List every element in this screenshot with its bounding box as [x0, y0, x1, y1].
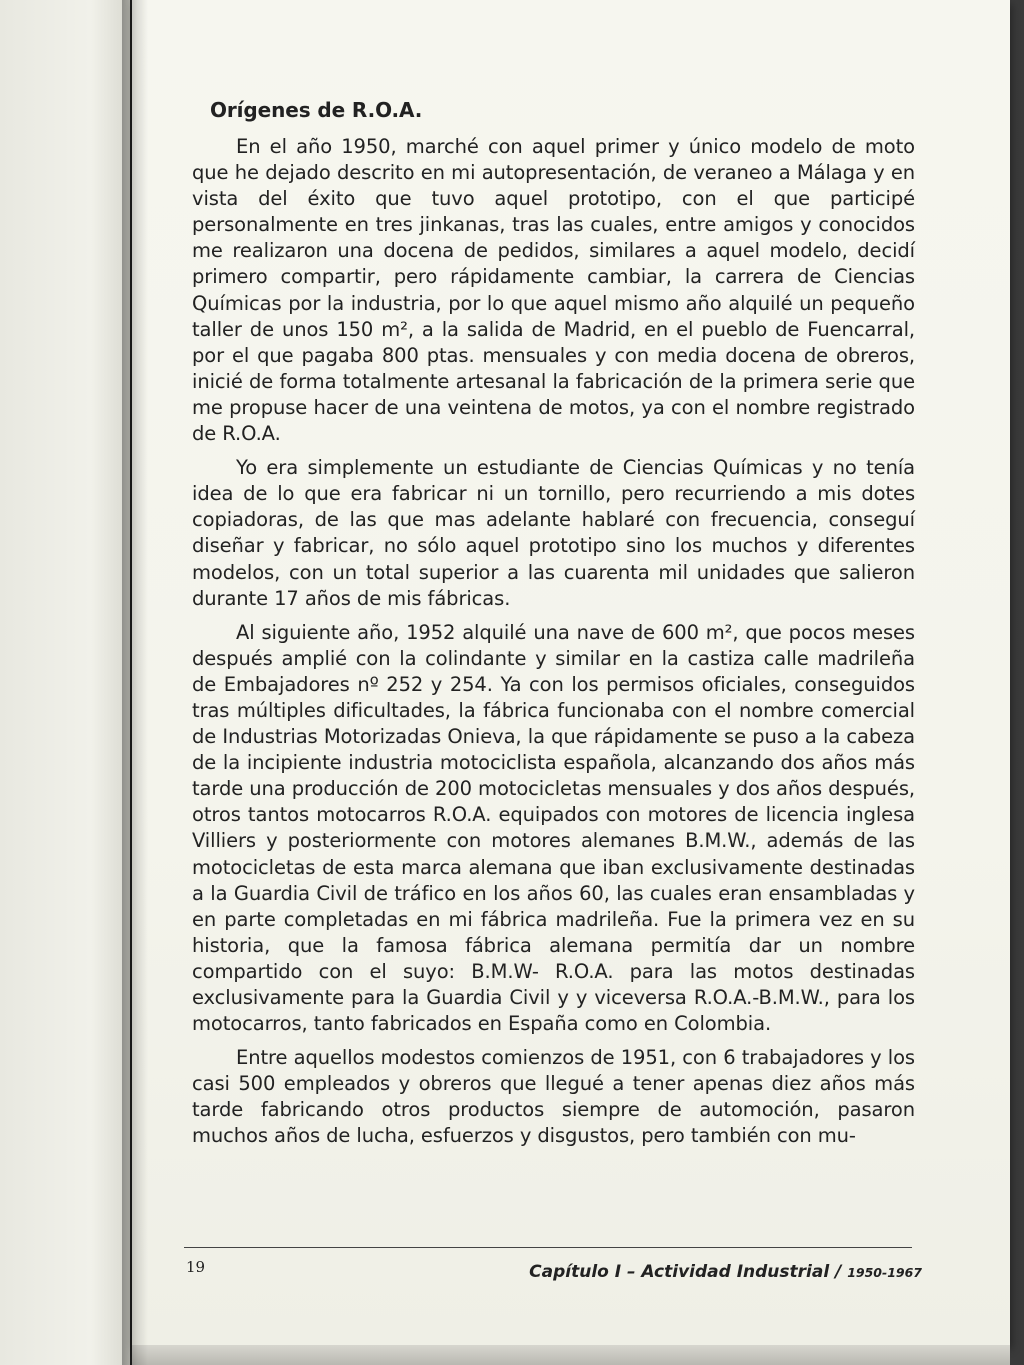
paragraph-1: En el año 1950, marché con aquel primer y único modelo de moto que he dejado descrito en mi autopresentación, de veraneo a Málaga y en vista del éxito que tuvo aquel prototipo, con el que participé personalmente en tres jinkanas, tras las cuales, entre amigos y conocidos me realizaron una docena de pedidos, similares a aquel modelo, decidí primero compartir, pero rápidamente cambiar, la carrera de Ciencias Químicas por la industria, por lo que aquel mismo año alquilé un pequeño taller de unos 150 m², a la salida de Madrid, en el pueblo de Fuencarral, por el que pagaba 800 ptas. mensuales y con media docena de obreros, inicié de forma totalmente artesanal la fabricación de la primera serie que me propuse hacer de una veintena de motos, ya con el nombre registrado de R.O.A. [192, 135, 915, 446]
paragraph-2: Yo era simplemente un estudiante de Ciencias Químicas y no tenía idea de lo que era fabricar ni un tornillo, pero recurriendo a mis dotes copiadoras, de las que mas adelante hablaré con frecuencia, conseguí diseñar y fabricar, no sólo aquel prototipo sino los muchos y diferentes modelos, con un total superior a las cuarenta mil unidades que salieron durante 17 años de mis fábricas. [192, 456, 915, 610]
page-number: 19 [186, 1258, 206, 1276]
book-page [132, 0, 1010, 1345]
book-gutter-shadow [122, 0, 148, 1365]
footer-divider [184, 1247, 912, 1248]
paragraph-3: Al siguiente año, 1952 alquilé una nave de 600 m², que pocos meses después amplié con la colindante y similar en la castiza calle madrileña de Embajadores nº 252 y 254. Ya con los permisos oficiales, conseguidos tras múltiples dificultades, la fábrica funcionaba con el nombre comercial de Industrias Motorizadas Onieva, la que rápidamente se puso a la cabeza de la incipiente industria motociclista española, alcanzando dos años más tarde una producción de 200 motocicletas mensuales y dos años después, otros tantos motocarros R.O.A. equipados con motores de licencia inglesa Villiers y posteriormente con motores alemanes B.M.W., además de las motocicletas de esta marca alemana que iban exclusivamente destinadas a la Guardia Civil de tráfico en los años 60, las cuales eran ensambladas y en parte completadas en mi fábrica madrileña. Fue la primera vez en su historia, que la famosa fábrica alemana permitía dar un nombre compartido con el suyo: B.M.W- R.O.A. para las motos destinadas exclusivamente para la Guardia Civil y y viceversa R.O.A.-B.M.W., para los motocarros, tanto fabricados en España como en Colombia. [192, 620, 915, 1036]
left-page-edge [0, 0, 130, 1365]
page-content [192, 96, 915, 1158]
chapter-title: Capítulo I – Actividad Industrial / [529, 1262, 842, 1282]
section-heading: Orígenes de R.O.A. [210, 98, 423, 122]
running-footer [529, 1262, 922, 1282]
paragraph-4: Entre aquellos modestos comienzos de 1951, con 6 trabajadores y los casi 500 empleados y obreros que llegué a tener apenas diez años más tarde fabricando otros productos siempre de automoción, pasaron muchos años de lucha, esfuerzos y disgustos, pero también con mu- [192, 1046, 915, 1148]
page-stack-edge [132, 1345, 1010, 1365]
chapter-years: 1950-1967 [847, 1265, 922, 1280]
